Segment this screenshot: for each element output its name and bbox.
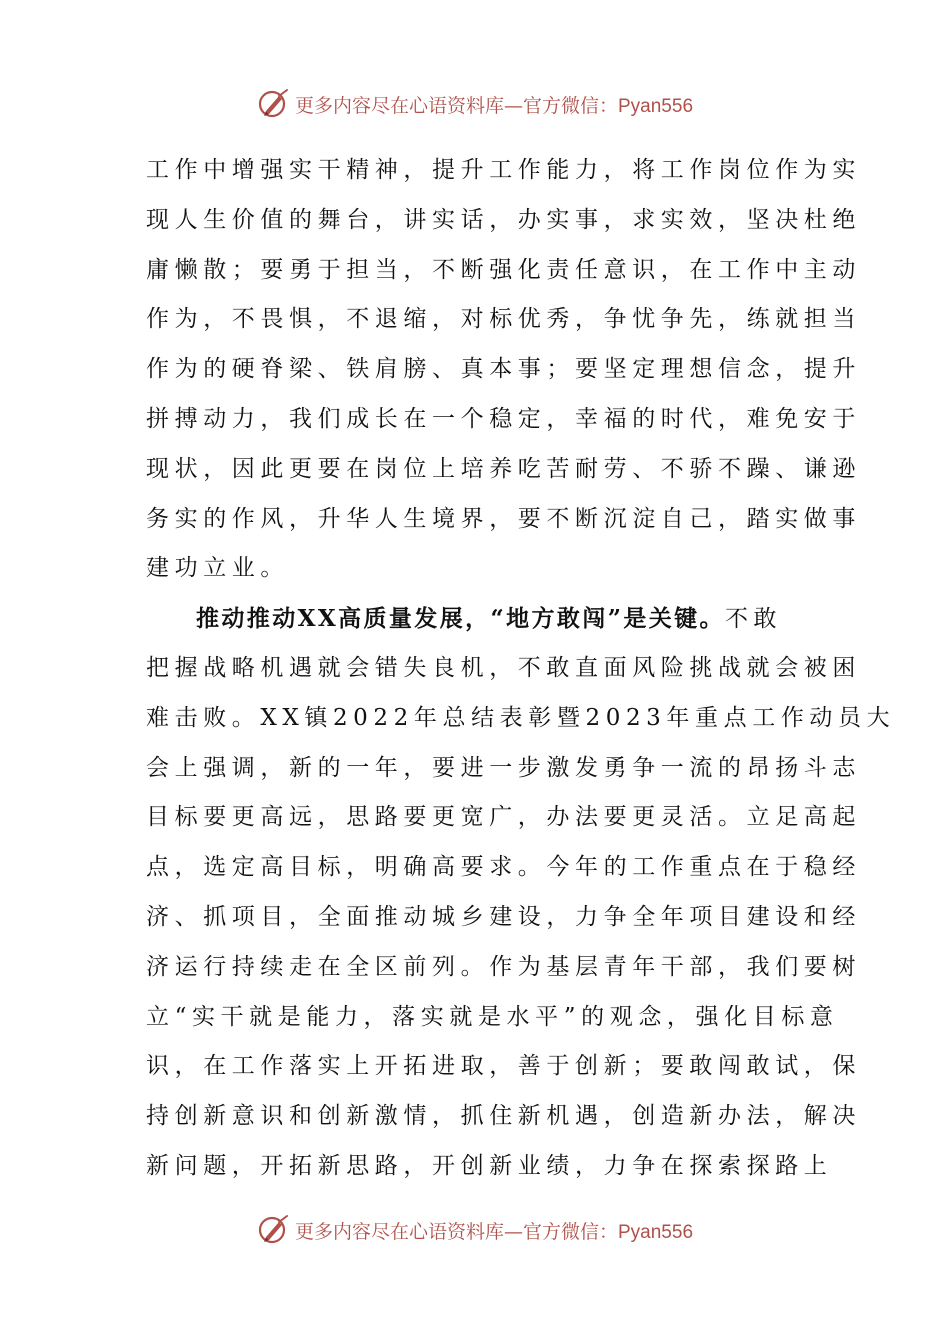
text-line: 点，选定高目标，明确高要求。今年的工作重点在于稳经 bbox=[146, 854, 861, 881]
paragraph-heading-line bbox=[146, 594, 808, 644]
footer-wechat-id: Pyan556 bbox=[618, 1221, 694, 1243]
text-line: 识，在工作落实上开拓进取，善于创新；要敢闯敢试，保 bbox=[146, 1053, 861, 1080]
footer-banner bbox=[0, 1210, 950, 1250]
text-line: 难击败。XX镇2022年总结表彰暨2023年重点工作动员大 bbox=[146, 704, 896, 731]
pen-logo-icon bbox=[257, 1213, 291, 1247]
text-line: 建功立业。 bbox=[146, 555, 289, 582]
text-line: 目标要更高远，思路要更宽广，办法要更灵活。立足高起 bbox=[146, 804, 861, 831]
header-wechat-id: Pyan556 bbox=[618, 95, 694, 117]
header-banner-label: 更多内容尽在心语资料库—官方微信： bbox=[294, 94, 618, 117]
text-line: 作为，不畏惧，不退缩，对标优秀，争忧争先，练就担当 bbox=[146, 306, 861, 333]
footer-banner-label: 更多内容尽在心语资料库—官方微信： bbox=[294, 1220, 618, 1243]
footer-banner-text bbox=[295, 1217, 693, 1244]
text-line: 持创新意识和创新激情，抓住新机遇，创造新办法，解决 bbox=[146, 1103, 861, 1130]
text-line: 务实的作风，升华人生境界，要不断沉淀自己，踏实做事 bbox=[146, 505, 861, 532]
header-banner-text bbox=[295, 91, 693, 118]
text-line: 工作中增强实干精神，提升工作能力，将工作岗位作为实 bbox=[146, 157, 861, 183]
heading-line-rest: 不敢 bbox=[724, 606, 783, 633]
text-line: 会上强调，新的一年，要进一步激发勇争一流的昂扬斗志 bbox=[146, 754, 861, 781]
text-line: 现状，因此更要在岗位上培养吃苦耐劳、不骄不躁、谦逊 bbox=[146, 455, 861, 482]
header-banner bbox=[0, 84, 950, 124]
text-line: 把握战略机遇就会错失良机，不敢直面风险挑战就会被困 bbox=[146, 654, 861, 681]
text-line: 庸懒散；要勇于担当，不断强化责任意识，在工作中主动 bbox=[146, 256, 861, 283]
paragraph-heading: 推动推动XX高质量发展，“地方敢闯”是关键。 bbox=[196, 605, 725, 633]
pen-logo-icon bbox=[257, 87, 291, 121]
text-line: 新问题，开拓新思路，开创新业绩，力争在探索探路上 bbox=[146, 1152, 833, 1179]
text-line: 作为的硬脊梁、铁肩膀、真本事；要坚定理想信念，提升 bbox=[146, 356, 861, 383]
text-line: 立“实干就是能力，落实就是水平”的观念，强化目标意 bbox=[146, 1003, 839, 1030]
text-line: 拼搏动力，我们成长在一个稳定，幸福的时代，难免安于 bbox=[146, 405, 861, 432]
text-line: 济、抓项目，全面推动城乡建设，力争全年项目建设和经 bbox=[146, 903, 861, 930]
document-body bbox=[146, 146, 896, 1192]
text-line: 济运行持续走在全区前列。作为基层青年干部，我们要树 bbox=[146, 953, 861, 980]
text-line: 现人生价值的舞台，讲实话，办实事，求实效，坚决杜绝 bbox=[146, 206, 861, 233]
